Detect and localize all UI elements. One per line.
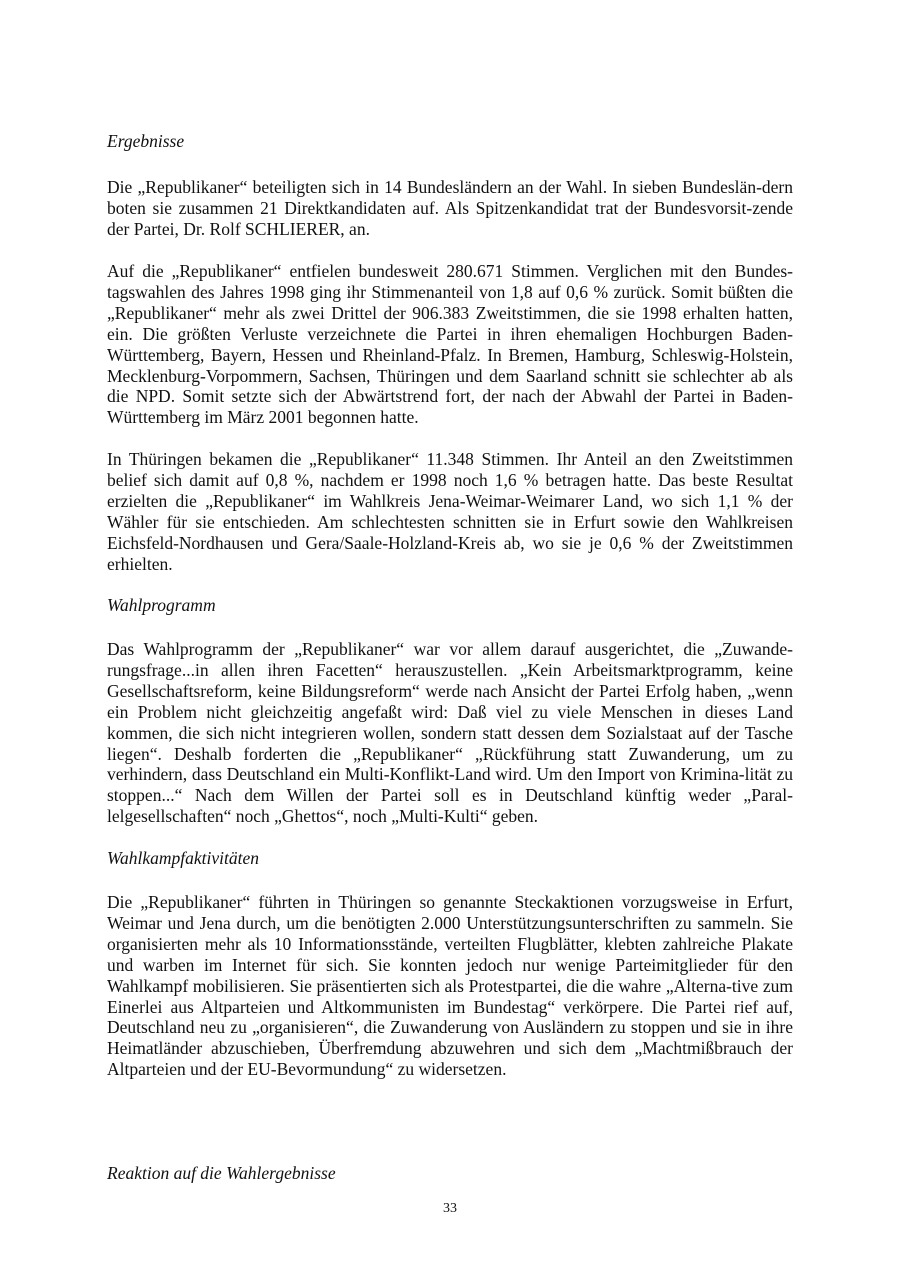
- paragraph-ergebnisse-2: Auf die „Republikaner“ entfielen bundesweit 280.671 Stimmen. Verglichen mit den Bundes-tagswahlen des Jahres 1998 ging ihr Stimmenanteil von 1,8 auf 0,6 % zurück. Somit büßten die „Republikaner“ mehr als zwei Drittel der 906.383 Zweitstimmen, die sie 1998 erhalten hatten, ein. Die größten Verluste verzeichnete die Partei in ihren ehemaligen Hochburgen Baden-Württemberg, Bayern, Hessen und Rheinland-Pfalz. In Bremen, Hamburg, Schleswig-Holstein, Mecklenburg-Vorpommern, Sachsen, Thüringen und dem Saarland schnitt sie schlechter ab als die NPD. Somit setzte sich der Abwärtstrend fort, der nach der Abwahl der Partei in Baden-Württemberg im März 2001 begonnen hatte.: [107, 261, 793, 428]
- heading-ergebnisse: Ergebnisse: [107, 131, 185, 151]
- heading-wahlprogramm: Wahlprogramm: [107, 595, 216, 615]
- paragraph-ergebnisse-1: Die „Republikaner“ beteiligten sich in 14 Bundesländern an der Wahl. In sieben Bundeslän-dern boten sie zusammen 21 Direktkandidaten auf. Als Spitzenkandidat trat der Bundesvorsit-zende der Partei, Dr. Rolf SCHLIERER, an.: [107, 177, 793, 239]
- paragraph-wahlprogramm: Das Wahlprogramm der „Republikaner“ war vor allem darauf ausgerichtet, die „Zuwande-rungsfrage...in allen ihren Facetten“ herauszustellen. „Kein Arbeitsmarktprogramm, keine Gesellschaftsreform, keine Bildungsreform“ werde nach Ansicht der Partei Erfolg haben, „wenn ein Problem nicht gleichzeitig angefaßt wird: Daß viel zu viele Menschen in dieses Land kommen, die sich nicht integrieren wollen, sondern statt dessen dem Sozialstaat auf der Tasche liegen“. Deshalb forderten die „Republikaner“ „Rückführung statt Zuwanderung, um zu verhindern, dass Deutschland ein Multi-Konflikt-Land wird. Um den Import von Krimina-lität zu stoppen...“ Nach dem Willen der Partei soll es in Deutschland künftig weder „Paral-lelgesellschaften“ noch „Ghettos“, noch „Multi-Kulti“ geben.: [107, 639, 793, 827]
- heading-reaktion: Reaktion auf die Wahlergebnisse: [107, 1163, 336, 1183]
- page-number: 33: [443, 1201, 457, 1216]
- paragraph-ergebnisse-3: In Thüringen bekamen die „Republikaner“ 11.348 Stimmen. Ihr Anteil an den Zweitstimmen belief sich damit auf 0,8 %, nachdem er 1998 noch 1,6 % betragen hatte. Das beste Resultat erzielten die „Republikaner“ im Wahlkreis Jena-Weimar-Weimarer Land, wo sich 1,1 % der Wähler für sie entschieden. Am schlechtesten schnitten sie in Erfurt sowie den Wahlkreisen Eichsfeld-Nordhausen und Gera/Saale-Holzland-Kreis ab, wo sie je 0,6 % der Zweitstimmen erhielten.: [107, 449, 793, 574]
- heading-wahlkampfaktivitaeten: Wahlkampfaktivitäten: [107, 848, 259, 868]
- paragraph-wahlkampfaktivitaeten: Die „Republikaner“ führten in Thüringen so genannte Steckaktionen vorzugsweise in Erfurt, Weimar und Jena durch, um die benötigten 2.000 Unterstützungsunterschriften zu sammeln. Sie organisierten mehr als 10 Informationsstände, verteilten Flugblätter, klebten zahlreiche Plakate und warben im Internet für sich. Sie konnten jedoch nur wenige Parteimitglieder für den Wahlkampf mobilisieren. Sie präsentierten sich als Protestpartei, die die wahre „Alterna-tive zum Einerlei aus Altparteien und Altkommunisten im Bundestag“ verkörpere. Die Partei rief auf, Deutschland neu zu „organisieren“, die Zuwanderung von Ausländern zu stoppen und sie in ihre Heimatländer abzuschieben, Überfremdung abzuwehren und sich dem „Machtmißbrauch der Altparteien und der EU-Bevormundung“ zu widersetzen.: [107, 892, 793, 1080]
